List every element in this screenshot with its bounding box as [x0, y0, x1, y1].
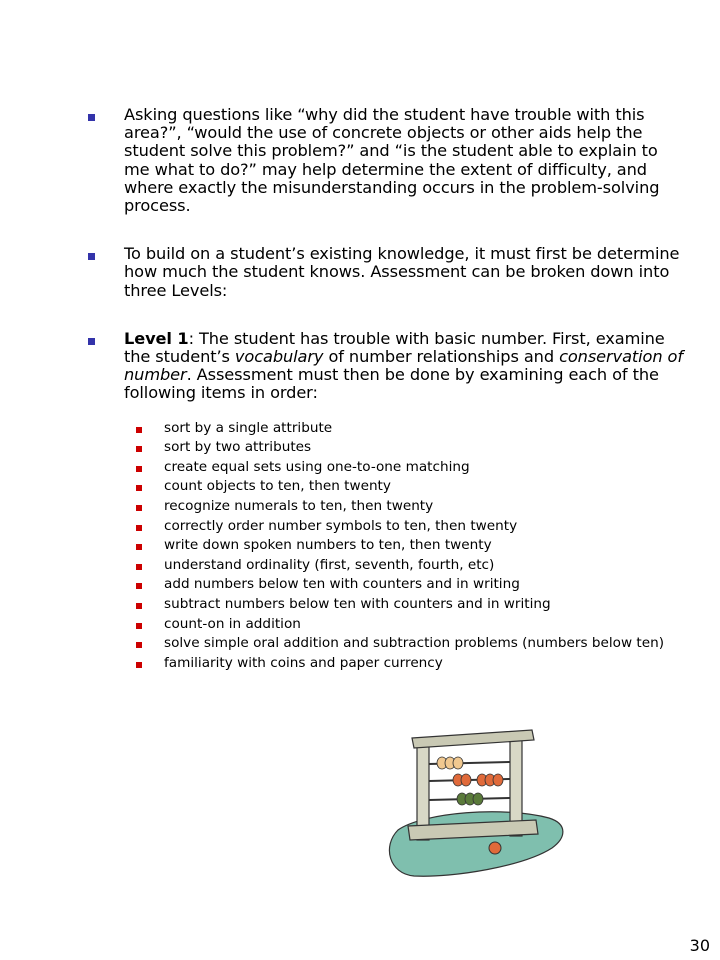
list-item: [136, 617, 688, 632]
sub-bullet-icon: [136, 544, 142, 550]
bullet-square-icon: [88, 114, 95, 121]
list-item-text: subtract numbers below ten with counters and in writing: [164, 595, 551, 612]
list-item-text: correctly order number symbols to ten, then twenty: [164, 517, 518, 534]
sub-bullet-icon: [136, 525, 142, 531]
bullet-paragraph: [88, 330, 688, 403]
page-number: 30: [689, 936, 710, 955]
sub-bullet-icon: [136, 466, 142, 472]
list-item-text: solve simple oral addition and subtraction problems (numbers below ten): [164, 635, 665, 652]
sub-bullet-icon: [136, 505, 142, 511]
italic-term: vocabulary: [234, 347, 324, 367]
paragraph-text: Asking questions like “why did the student have trouble with this area?”, “would the use of concrete objects or other aids help the student solve this problem?” and “is the student able to explain to me what to do?” may help determine the extent of difficulty, and where exactly the misunderstanding occurs in the problem-solving process.: [124, 105, 660, 216]
bullet-square-icon: [88, 338, 95, 345]
bullet-paragraph: [88, 245, 688, 300]
paragraph-segment: of number relationships and: [323, 347, 560, 367]
sub-bullet-icon: [136, 446, 142, 452]
list-item: [136, 519, 688, 534]
paragraph-text: [124, 330, 688, 403]
list-item-text: sort by a single attribute: [164, 419, 333, 436]
main-content: [88, 106, 688, 675]
sub-bullet-icon: [136, 564, 142, 570]
list-item: [136, 421, 688, 436]
sub-bullet-icon: [136, 623, 142, 629]
paragraph-segment: : The student has trouble with basic number. First, examine the student’s: [124, 328, 665, 367]
list-item-text: count objects to ten, then twenty: [164, 478, 391, 495]
level1-items-list: [136, 421, 688, 671]
list-item: [136, 636, 688, 651]
list-item: [136, 460, 688, 475]
list-item: [136, 597, 688, 612]
list-item: [136, 558, 688, 573]
sub-bullet-icon: [136, 603, 142, 609]
paragraph-segment: . Assessment must then be done by examining each of the following items in order:: [124, 365, 659, 403]
list-item-text: familiarity with coins and paper currency: [164, 654, 443, 671]
list-item: [136, 656, 688, 671]
sub-bullet-icon: [136, 427, 142, 433]
list-item: [136, 440, 688, 455]
list-item: [136, 499, 688, 514]
paragraph-text: To build on a student’s existing knowledge, it must first be determine how much the student knows. Assessment can be broken down into three Levels:: [124, 244, 680, 300]
bullet-paragraph: [88, 106, 688, 215]
list-item-text: add numbers below ten with counters and in writing: [164, 576, 520, 593]
bullet-square-icon: [88, 253, 95, 260]
list-item: [136, 479, 688, 494]
sub-bullet-icon: [136, 642, 142, 648]
list-item: [136, 577, 688, 592]
list-item-text: sort by two attributes: [164, 439, 312, 456]
list-item: [136, 538, 688, 553]
sub-bullet-icon: [136, 583, 142, 589]
list-item-text: count-on in addition: [164, 615, 301, 632]
level-heading: Level 1: [124, 328, 189, 348]
list-item-text: write down spoken numbers to ten, then twenty: [164, 537, 492, 554]
list-item-text: understand ordinality (first, seventh, fourth, etc): [164, 556, 495, 573]
list-item-text: recognize numerals to ten, then twenty: [164, 498, 434, 515]
sub-bullet-icon: [136, 485, 142, 491]
sub-bullet-icon: [136, 662, 142, 668]
list-item-text: create equal sets using one-to-one matching: [164, 458, 470, 475]
italic-term: conservation of number: [124, 347, 683, 385]
abacus-icon: [384, 726, 568, 880]
